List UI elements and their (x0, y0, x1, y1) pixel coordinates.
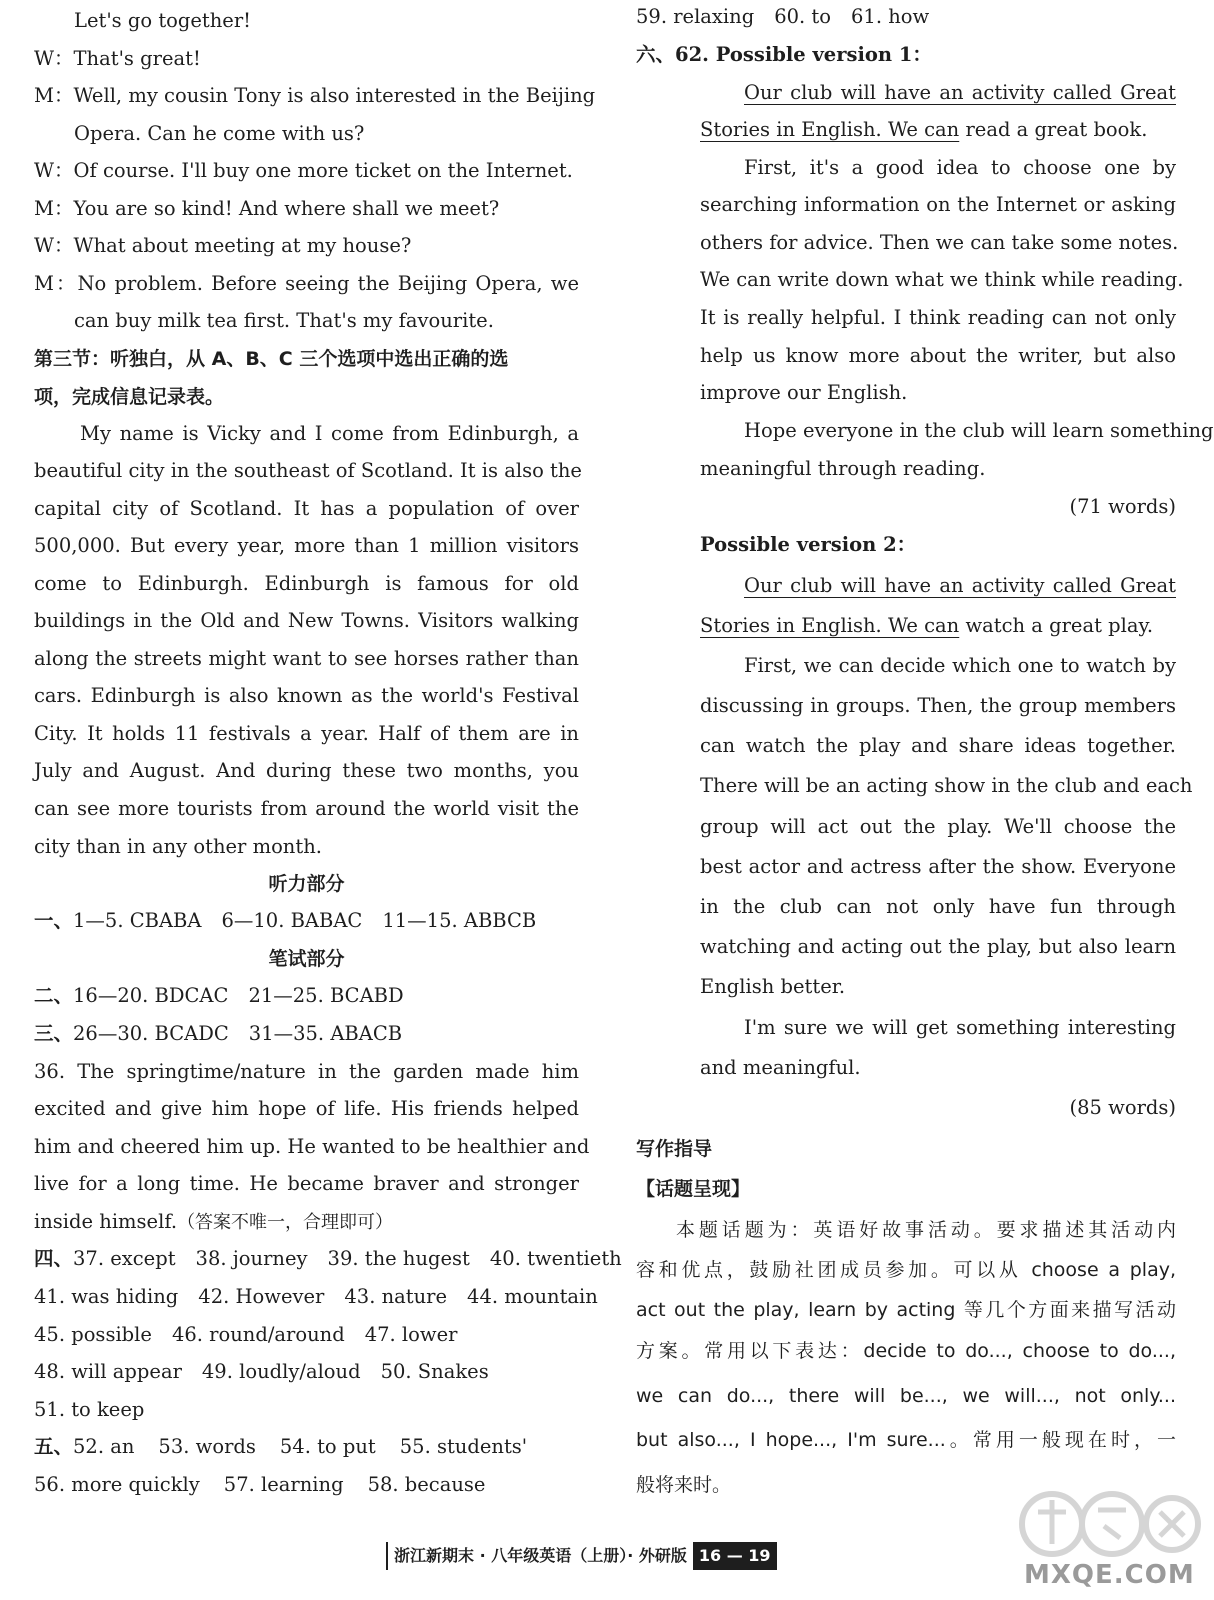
dialogue-line: M：No problem. Before seeing the Beijing Opera, we (34, 272, 579, 295)
v2-line: There will be an acting show in the club and each (700, 774, 1193, 797)
guide-line: we can do..., there will be..., we will..., not only... (636, 1385, 1176, 1407)
v1-line: searching information on the Internet or asking (700, 193, 1176, 216)
v1-line: improve our English. (700, 381, 908, 404)
v1-line: It is really helpful. I think reading can not only (700, 306, 1176, 329)
monologue-line: come to Edinburgh. Edinburgh is famous for old (34, 572, 579, 595)
dialogue-line: W：What about meeting at my house? (34, 234, 412, 257)
monologue-line: along the streets might want to see horses rather than (34, 647, 579, 670)
q36-line: him and cheered him up. He wanted to be healthier and (34, 1135, 590, 1158)
part3-answers: 三、26—30. BCADC 31—35. ABACB (34, 1022, 403, 1045)
v2-underlined-line: Our club will have an activity called Great (744, 574, 1176, 597)
monologue-line: beautiful city in the southeast of Scotland. It is also the (34, 459, 582, 482)
part2-answers: 二、16—20. BDCAC 21—25. BCABD (34, 984, 404, 1007)
monologue-line: My name is Vicky and I come from Edinburgh, a (80, 422, 579, 445)
q36-line: inside himself.（答案不唯一，合理即可） (34, 1210, 394, 1233)
part5-row: 56. more quickly 57. learning 58. because (34, 1473, 486, 1496)
v2-line: best actor and actress after the show. Everyone (700, 855, 1176, 878)
guide-line: 般将来时。 (636, 1474, 732, 1496)
monologue-line: cars. Edinburgh is also known as the world's Festival (34, 684, 579, 707)
guide-title: 写作指导 (636, 1138, 713, 1160)
v2-line: discussing in groups. Then, the group members (700, 694, 1176, 717)
answers-59-61: 59. relaxing 60. to 61. how (636, 5, 930, 28)
monologue-line: 500,000. But every year, more than 1 million visitors (34, 534, 579, 557)
footer-title: 浙江新期末 · 八年级英语（上册）· 外研版 (394, 1546, 687, 1565)
guide-line: 容和优点，鼓励社团成员参加。可以从 choose a play, (636, 1259, 1176, 1281)
v2-line: in the club can not only have fun through (700, 895, 1176, 918)
monologue-line: July and August. And during these two months, you (34, 759, 579, 782)
monologue-line: City. It holds 11 festivals a year. Half of them are in (34, 722, 579, 745)
watermark-text: MXQE.COM (1024, 1560, 1195, 1590)
v1-line: help us know more about the writer, but also (700, 344, 1176, 367)
dialogue-line-cont: Opera. Can he come with us? (74, 122, 365, 145)
v2-closing: and meaningful. (700, 1056, 861, 1079)
version1-title: 六、62. Possible version 1： (636, 43, 932, 66)
monologue-line: buildings in the Old and New Towns. Visitors walking (34, 609, 579, 632)
part4-row: 41. was hiding 42. However 43. nature 44. mountain (34, 1285, 598, 1308)
section3-heading-cont: 项，完成信息记录表。 (34, 386, 225, 408)
dialogue-line: W：Of course. I'll buy one more ticket on the Internet. (34, 159, 573, 182)
dialogue-line: Let's go together! (74, 9, 252, 32)
v2-line: First, we can decide which one to watch by (744, 654, 1176, 677)
page-footer (386, 1542, 777, 1570)
v1-line: Stories in English. We can read a great book. (700, 118, 1148, 141)
v2-line: Stories in English. We can watch a great play. (700, 614, 1154, 637)
page-numbers: 16 — 19 (693, 1542, 777, 1570)
v1-line: others for advice. Then we can take some notes. (700, 231, 1179, 254)
section3-heading: 第三节：听独白，从 A、B、C 三个选项中选出正确的选 (34, 348, 509, 370)
guide-line: 方案。常用以下表达：decide to do..., choose to do..., (636, 1340, 1176, 1362)
v2-line: English better. (700, 975, 846, 998)
part4-row: 48. will appear 49. loudly/aloud 50. Snakes (34, 1360, 489, 1383)
v1-line: We can write down what we think while reading. (700, 268, 1184, 291)
v2-line: can watch the play and share ideas together. (700, 734, 1176, 757)
q36-line: excited and give him hope of life. His friends helped (34, 1097, 579, 1120)
monologue-line: can see more tourists from around the world visit the (34, 797, 579, 820)
v2-line: group will act out the play. We'll choose the (700, 815, 1176, 838)
listening-answers: 一、1—5. CBABA 6—10. BABAC 11—15. ABBCB (34, 909, 537, 932)
topic-label: 【话题呈现】 (636, 1178, 751, 1200)
guide-line: 本题话题为：英语好故事活动。要求描述其活动内 (676, 1219, 1176, 1241)
v2-word-count: (85 words) (1069, 1096, 1176, 1119)
guide-line: but also..., I hope..., I'm sure...。常用一般现在时，一 (636, 1429, 1176, 1451)
part4-row: 四、37. except 38. journey 39. the hugest 40. twentieth (34, 1247, 622, 1270)
dialogue-line: M：You are so kind! And where shall we meet? (34, 197, 500, 220)
v2-closing: I'm sure we will get something interesting (744, 1016, 1176, 1039)
listening-title: 听力部分 (268, 873, 345, 895)
part4-row: 51. to keep (34, 1398, 145, 1421)
v2-line: watching and acting out the play, but also learn (700, 935, 1176, 958)
q36-line: live for a long time. He became braver and stronger (34, 1172, 579, 1195)
monologue-line: city than in any other month. (34, 835, 322, 858)
v1-closing: meaningful through reading. (700, 457, 986, 480)
writing-title: 笔试部分 (268, 948, 345, 970)
v1-line: First, it's a good idea to choose one by (744, 156, 1176, 179)
monologue-line: capital city of Scotland. It has a population of over (34, 497, 579, 520)
dialogue-line: W：That's great! (34, 47, 201, 70)
v1-closing: Hope everyone in the club will learn something (744, 419, 1214, 442)
v1-word-count: (71 words) (1069, 495, 1176, 518)
dialogue-line-cont: can buy milk tea first. That's my favourite. (74, 309, 494, 332)
q36-note: （答案不唯一，合理即可） (177, 1212, 394, 1233)
part5-row: 五、52. an 53. words 54. to put 55. students' (34, 1435, 528, 1458)
part4-row: 45. possible 46. round/around 47. lower (34, 1323, 458, 1346)
guide-line: act out the play, learn by acting 等几个方面来描写活动 (636, 1299, 1176, 1321)
dialogue-line: M：Well, my cousin Tony is also interested in the Beijing (34, 84, 596, 107)
v1-underlined-line: Our club will have an activity called Great (744, 81, 1176, 104)
q36-line: 36. The springtime/nature in the garden made him (34, 1060, 579, 1083)
version2-title: Possible version 2： (700, 533, 917, 556)
